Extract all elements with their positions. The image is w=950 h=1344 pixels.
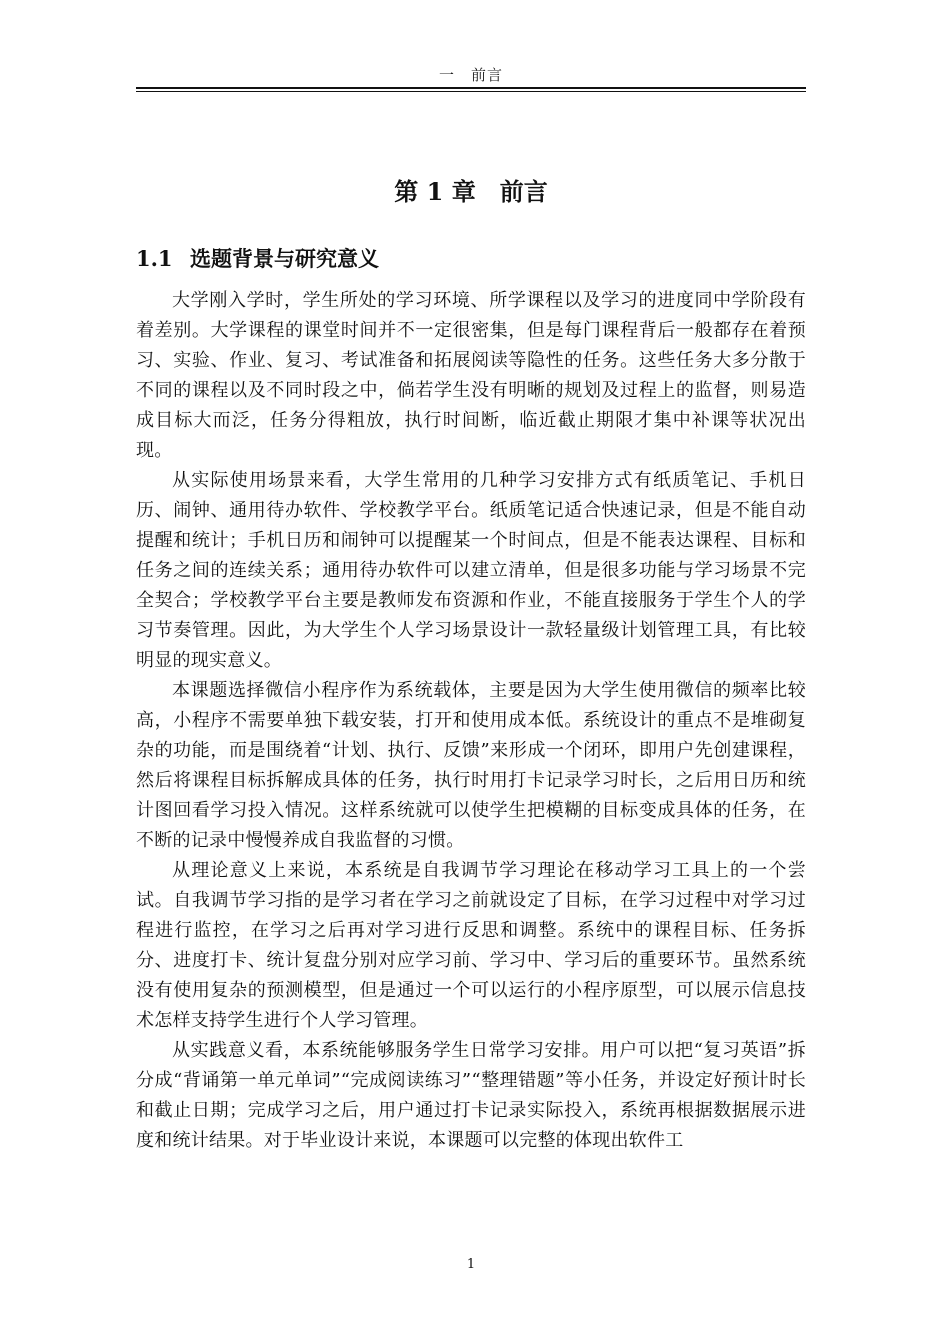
paragraph-3: 本课题选择微信小程序作为系统载体，主要是因为大学生使用微信的频率比较高，小程序不需要单独下载安装，打开和使用成本低。系统设计的重点不是堆砌复杂的功能，而是围绕着“计划、执行、反馈”来形成一个闭环，即用户先创建课程，然后将课程目标拆解成具体的任务，执行时用打卡记录学习时长，之后用日历和统计图回看学习投入情况。这样系统就可以使学生把模糊的目标变成具体的任务，在不断的记录中慢慢养成自我监督的习惯。	[136, 680, 806, 851]
body-text	[136, 286, 806, 1256]
page-number: 1	[466, 1257, 476, 1272]
header-rule-thin	[136, 91, 806, 92]
chapter-title: 第 1 章 前言	[394, 177, 548, 206]
header-rule	[136, 87, 806, 89]
section-title: 选题背景与研究意义	[190, 246, 379, 271]
section-number: 1.1	[136, 246, 173, 271]
paragraph-5: 从实践意义看，本系统能够服务学生日常学习安排。用户可以把“复习英语”拆分成“背诵第一单元单词”“完成阅读练习”“整理错题”等小任务，并设定好预计时长和截止日期；完成学习之后，用户通过打卡记录实际投入，系统再根据数据展示进度和统计结果。对于毕业设计来说，本课题可以完整的体现出软件工	[136, 1040, 806, 1151]
section-heading	[136, 242, 806, 276]
running-header: 一 前言	[438, 66, 503, 84]
paragraph-2: 从实际使用场景来看，大学生常用的几种学习安排方式有纸质笔记、手机日历、闹钟、通用待办软件、学校教学平台。纸质笔记适合快速记录，但是不能自动提醒和统计；手机日历和闹钟可以提醒某一个时间点，但是不能表达课程、目标和任务之间的连续关系；通用待办软件可以建立清单，但是很多功能与学习场景不完全契合；学校教学平台主要是教师发布资源和作业，不能直接服务于学生个人的学习节奏管理。因此，为大学生个人学习场景设计一款轻量级计划管理工具，有比较明显的现实意义。	[136, 470, 806, 671]
paragraph-1: 大学刚入学时，学生所处的学习环境、所学课程以及学习的进度同中学阶段有着差别。大学课程的课堂时间并不一定很密集，但是每门课程背后一般都存在着预习、实验、作业、复习、考试准备和拓展阅读等隐性的任务。这些任务大多分散于不同的课程以及不同时段之中，倘若学生没有明晰的规划及过程上的监督，则易造成目标大而泛，任务分得粗放，执行时间断，临近截止期限才集中补课等状况出现。	[136, 290, 806, 461]
paragraph-4: 从理论意义上来说，本系统是自我调节学习理论在移动学习工具上的一个尝试。自我调节学习指的是学习者在学习之前就设定了目标，在学习过程中对学习过程进行监控，在学习之后再对学习进行反思和调整。系统中的课程目标、任务拆分、进度打卡、统计复盘分别对应学习前、学习中、学习后的重要环节。虽然系统没有使用复杂的预测模型，但是通过一个可以运行的小程序原型，可以展示信息技术怎样支持学生进行个人学习管理。	[136, 860, 806, 1031]
